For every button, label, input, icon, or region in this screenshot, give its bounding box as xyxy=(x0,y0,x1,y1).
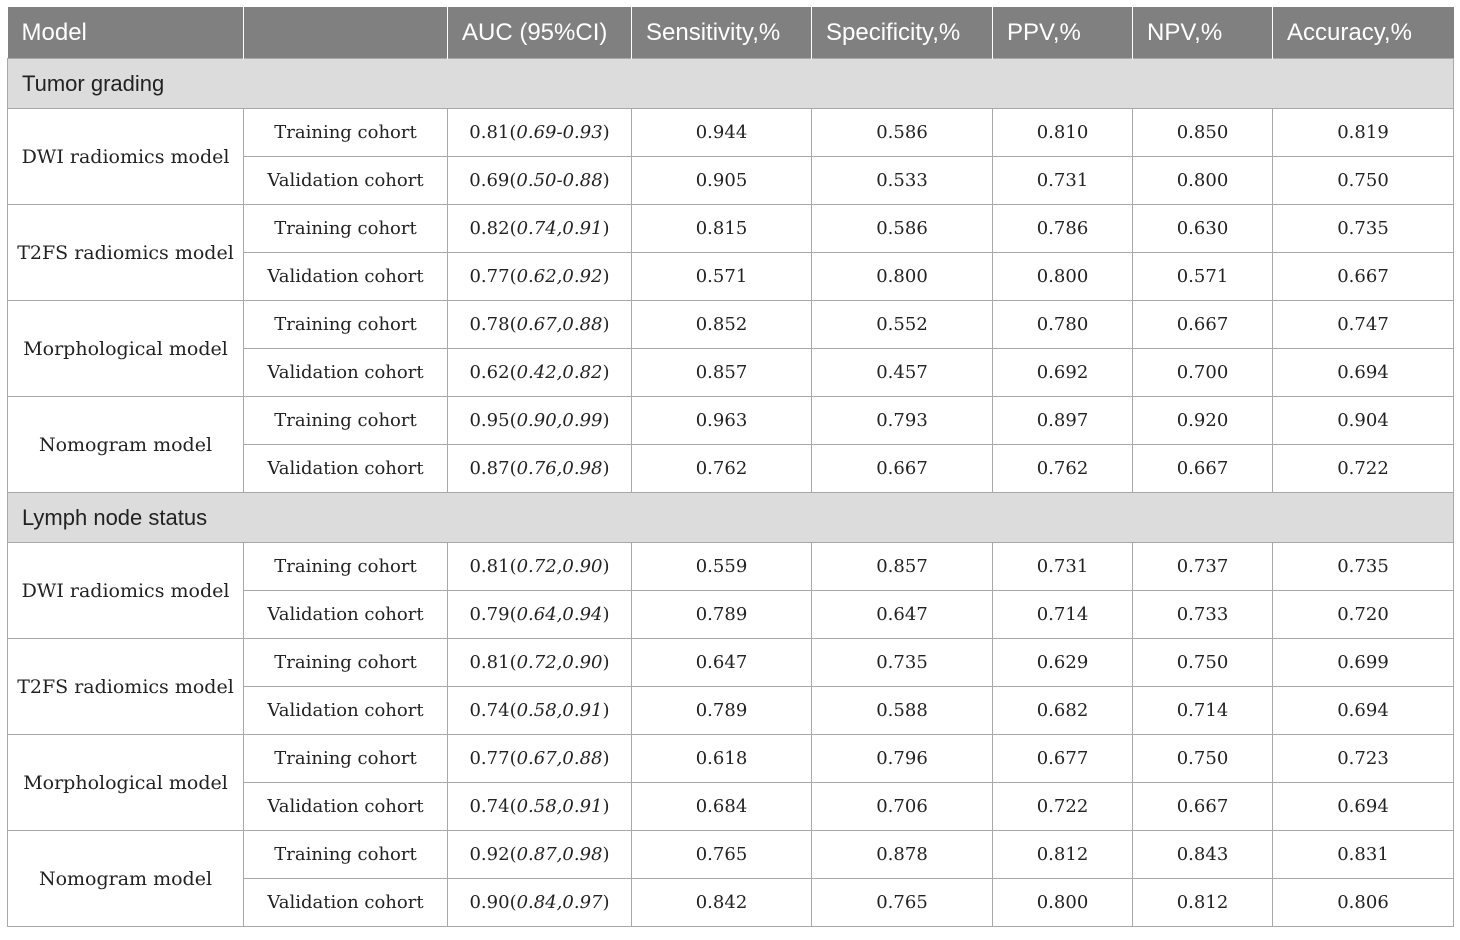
ppv-cell: 0.786 xyxy=(993,205,1133,253)
auc-ci: 0.69-0.93 xyxy=(516,122,603,143)
accuracy-cell: 0.723 xyxy=(1273,735,1454,783)
auc-cell: 0.81(0.72,0.90) xyxy=(448,639,632,687)
cohort-cell: Validation cohort xyxy=(244,445,448,493)
table-row xyxy=(8,397,1454,445)
table-row xyxy=(8,831,1454,879)
auc-ci: 0.87,0.98 xyxy=(516,844,603,865)
auc-value: 0.74 xyxy=(469,796,510,817)
specificity-cell: 0.647 xyxy=(812,591,993,639)
table-row xyxy=(8,639,1454,687)
npv-cell: 0.812 xyxy=(1133,879,1273,927)
ppv-cell: 0.629 xyxy=(993,639,1133,687)
header-specificity: Specificity,% xyxy=(812,7,993,59)
sensitivity-cell: 0.789 xyxy=(632,687,812,735)
sensitivity-cell: 0.647 xyxy=(632,639,812,687)
ppv-cell: 0.682 xyxy=(993,687,1133,735)
auc-cell: 0.87(0.76,0.98) xyxy=(448,445,632,493)
accuracy-cell: 0.720 xyxy=(1273,591,1454,639)
cohort-cell: Validation cohort xyxy=(244,253,448,301)
cohort-cell: Validation cohort xyxy=(244,349,448,397)
model-name: DWI radiomics model xyxy=(8,543,244,639)
auc-ci: 0.62,0.92 xyxy=(516,266,603,287)
ppv-cell: 0.677 xyxy=(993,735,1133,783)
cohort-cell: Training cohort xyxy=(244,735,448,783)
header-accuracy: Accuracy,% xyxy=(1273,7,1454,59)
sensitivity-cell: 0.963 xyxy=(632,397,812,445)
accuracy-cell: 0.735 xyxy=(1273,543,1454,591)
header-row xyxy=(8,7,1454,59)
ppv-cell: 0.731 xyxy=(993,543,1133,591)
model-name: DWI radiomics model xyxy=(8,109,244,205)
auc-value: 0.78 xyxy=(469,314,510,335)
sensitivity-cell: 0.944 xyxy=(632,109,812,157)
npv-cell: 0.667 xyxy=(1133,783,1273,831)
npv-cell: 0.843 xyxy=(1133,831,1273,879)
auc-value: 0.62 xyxy=(469,362,510,383)
npv-cell: 0.571 xyxy=(1133,253,1273,301)
auc-ci: 0.50-0.88 xyxy=(516,170,603,191)
npv-cell: 0.667 xyxy=(1133,301,1273,349)
ppv-cell: 0.812 xyxy=(993,831,1133,879)
specificity-cell: 0.667 xyxy=(812,445,993,493)
section-title: Tumor grading xyxy=(8,59,1454,109)
auc-cell: 0.69(0.50-0.88) xyxy=(448,157,632,205)
auc-value: 0.79 xyxy=(469,604,510,625)
specificity-cell: 0.706 xyxy=(812,783,993,831)
npv-cell: 0.700 xyxy=(1133,349,1273,397)
auc-value: 0.77 xyxy=(469,266,510,287)
section-title: Lymph node status xyxy=(8,493,1454,543)
ppv-cell: 0.897 xyxy=(993,397,1133,445)
ppv-cell: 0.714 xyxy=(993,591,1133,639)
ppv-cell: 0.810 xyxy=(993,109,1133,157)
auc-cell: 0.95(0.90,0.99) xyxy=(448,397,632,445)
accuracy-cell: 0.667 xyxy=(1273,253,1454,301)
table-body xyxy=(8,59,1454,927)
section-row xyxy=(8,59,1454,109)
auc-cell: 0.62(0.42,0.82) xyxy=(448,349,632,397)
auc-cell: 0.82(0.74,0.91) xyxy=(448,205,632,253)
auc-ci: 0.58,0.91 xyxy=(516,796,603,817)
cohort-cell: Training cohort xyxy=(244,831,448,879)
accuracy-cell: 0.694 xyxy=(1273,783,1454,831)
auc-ci: 0.76,0.98 xyxy=(516,458,603,479)
accuracy-cell: 0.735 xyxy=(1273,205,1454,253)
model-name: Nomogram model xyxy=(8,831,244,927)
cohort-cell: Training cohort xyxy=(244,639,448,687)
cohort-cell: Training cohort xyxy=(244,301,448,349)
header-auc: AUC (95%CI) xyxy=(448,7,632,59)
specificity-cell: 0.765 xyxy=(812,879,993,927)
auc-cell: 0.81(0.69-0.93) xyxy=(448,109,632,157)
auc-ci: 0.67,0.88 xyxy=(516,748,603,769)
auc-value: 0.92 xyxy=(469,844,510,865)
auc-cell: 0.90(0.84,0.97) xyxy=(448,879,632,927)
auc-ci: 0.84,0.97 xyxy=(516,892,603,913)
auc-cell: 0.79(0.64,0.94) xyxy=(448,591,632,639)
specificity-cell: 0.800 xyxy=(812,253,993,301)
results-table xyxy=(7,7,1454,927)
auc-ci: 0.42,0.82 xyxy=(516,362,603,383)
auc-ci: 0.58,0.91 xyxy=(516,700,603,721)
table-row xyxy=(8,301,1454,349)
auc-value: 0.81 xyxy=(469,556,510,577)
header-ppv: PPV,% xyxy=(993,7,1133,59)
cohort-cell: Validation cohort xyxy=(244,157,448,205)
auc-value: 0.90 xyxy=(469,892,510,913)
cohort-cell: Validation cohort xyxy=(244,783,448,831)
accuracy-cell: 0.904 xyxy=(1273,397,1454,445)
model-name: T2FS radiomics model xyxy=(8,639,244,735)
npv-cell: 0.630 xyxy=(1133,205,1273,253)
specificity-cell: 0.586 xyxy=(812,205,993,253)
specificity-cell: 0.878 xyxy=(812,831,993,879)
specificity-cell: 0.793 xyxy=(812,397,993,445)
ppv-cell: 0.780 xyxy=(993,301,1133,349)
auc-value: 0.95 xyxy=(469,410,510,431)
accuracy-cell: 0.831 xyxy=(1273,831,1454,879)
header-model: Model xyxy=(8,7,244,59)
section-row xyxy=(8,493,1454,543)
auc-ci: 0.67,0.88 xyxy=(516,314,603,335)
model-name: T2FS radiomics model xyxy=(8,205,244,301)
auc-cell: 0.77(0.67,0.88) xyxy=(448,735,632,783)
table-row xyxy=(8,109,1454,157)
accuracy-cell: 0.694 xyxy=(1273,349,1454,397)
cohort-cell: Validation cohort xyxy=(244,591,448,639)
auc-value: 0.82 xyxy=(469,218,510,239)
cohort-cell: Training cohort xyxy=(244,543,448,591)
sensitivity-cell: 0.815 xyxy=(632,205,812,253)
npv-cell: 0.667 xyxy=(1133,445,1273,493)
ppv-cell: 0.800 xyxy=(993,879,1133,927)
ppv-cell: 0.800 xyxy=(993,253,1133,301)
accuracy-cell: 0.819 xyxy=(1273,109,1454,157)
npv-cell: 0.750 xyxy=(1133,735,1273,783)
auc-cell: 0.92(0.87,0.98) xyxy=(448,831,632,879)
accuracy-cell: 0.694 xyxy=(1273,687,1454,735)
auc-cell: 0.77(0.62,0.92) xyxy=(448,253,632,301)
auc-value: 0.81 xyxy=(469,122,510,143)
auc-ci: 0.64,0.94 xyxy=(516,604,603,625)
npv-cell: 0.733 xyxy=(1133,591,1273,639)
auc-value: 0.77 xyxy=(469,748,510,769)
specificity-cell: 0.735 xyxy=(812,639,993,687)
ppv-cell: 0.762 xyxy=(993,445,1133,493)
cohort-cell: Training cohort xyxy=(244,205,448,253)
table-row xyxy=(8,735,1454,783)
auc-ci: 0.74,0.91 xyxy=(516,218,603,239)
specificity-cell: 0.857 xyxy=(812,543,993,591)
model-name: Morphological model xyxy=(8,735,244,831)
sensitivity-cell: 0.852 xyxy=(632,301,812,349)
sensitivity-cell: 0.571 xyxy=(632,253,812,301)
specificity-cell: 0.796 xyxy=(812,735,993,783)
sensitivity-cell: 0.684 xyxy=(632,783,812,831)
npv-cell: 0.850 xyxy=(1133,109,1273,157)
accuracy-cell: 0.722 xyxy=(1273,445,1454,493)
accuracy-cell: 0.806 xyxy=(1273,879,1454,927)
auc-cell: 0.74(0.58,0.91) xyxy=(448,687,632,735)
cohort-cell: Training cohort xyxy=(244,109,448,157)
cohort-cell: Validation cohort xyxy=(244,687,448,735)
auc-cell: 0.78(0.67,0.88) xyxy=(448,301,632,349)
model-name: Morphological model xyxy=(8,301,244,397)
sensitivity-cell: 0.789 xyxy=(632,591,812,639)
auc-value: 0.87 xyxy=(469,458,510,479)
sensitivity-cell: 0.559 xyxy=(632,543,812,591)
ppv-cell: 0.731 xyxy=(993,157,1133,205)
header-cohort xyxy=(244,7,448,59)
auc-ci: 0.90,0.99 xyxy=(516,410,603,431)
table-row xyxy=(8,205,1454,253)
auc-cell: 0.74(0.58,0.91) xyxy=(448,783,632,831)
specificity-cell: 0.588 xyxy=(812,687,993,735)
specificity-cell: 0.457 xyxy=(812,349,993,397)
sensitivity-cell: 0.765 xyxy=(632,831,812,879)
sensitivity-cell: 0.842 xyxy=(632,879,812,927)
cohort-cell: Training cohort xyxy=(244,397,448,445)
auc-value: 0.74 xyxy=(469,700,510,721)
table-row xyxy=(8,543,1454,591)
npv-cell: 0.920 xyxy=(1133,397,1273,445)
model-name: Nomogram model xyxy=(8,397,244,493)
auc-ci: 0.72,0.90 xyxy=(516,556,603,577)
npv-cell: 0.750 xyxy=(1133,639,1273,687)
sensitivity-cell: 0.762 xyxy=(632,445,812,493)
sensitivity-cell: 0.905 xyxy=(632,157,812,205)
specificity-cell: 0.552 xyxy=(812,301,993,349)
header-npv: NPV,% xyxy=(1133,7,1273,59)
specificity-cell: 0.586 xyxy=(812,109,993,157)
accuracy-cell: 0.747 xyxy=(1273,301,1454,349)
npv-cell: 0.800 xyxy=(1133,157,1273,205)
auc-cell: 0.81(0.72,0.90) xyxy=(448,543,632,591)
sensitivity-cell: 0.857 xyxy=(632,349,812,397)
sensitivity-cell: 0.618 xyxy=(632,735,812,783)
npv-cell: 0.714 xyxy=(1133,687,1273,735)
cohort-cell: Validation cohort xyxy=(244,879,448,927)
ppv-cell: 0.722 xyxy=(993,783,1133,831)
accuracy-cell: 0.750 xyxy=(1273,157,1454,205)
auc-ci: 0.72,0.90 xyxy=(516,652,603,673)
auc-value: 0.81 xyxy=(469,652,510,673)
header-sensitivity: Sensitivity,% xyxy=(632,7,812,59)
npv-cell: 0.737 xyxy=(1133,543,1273,591)
accuracy-cell: 0.699 xyxy=(1273,639,1454,687)
ppv-cell: 0.692 xyxy=(993,349,1133,397)
specificity-cell: 0.533 xyxy=(812,157,993,205)
auc-value: 0.69 xyxy=(469,170,510,191)
